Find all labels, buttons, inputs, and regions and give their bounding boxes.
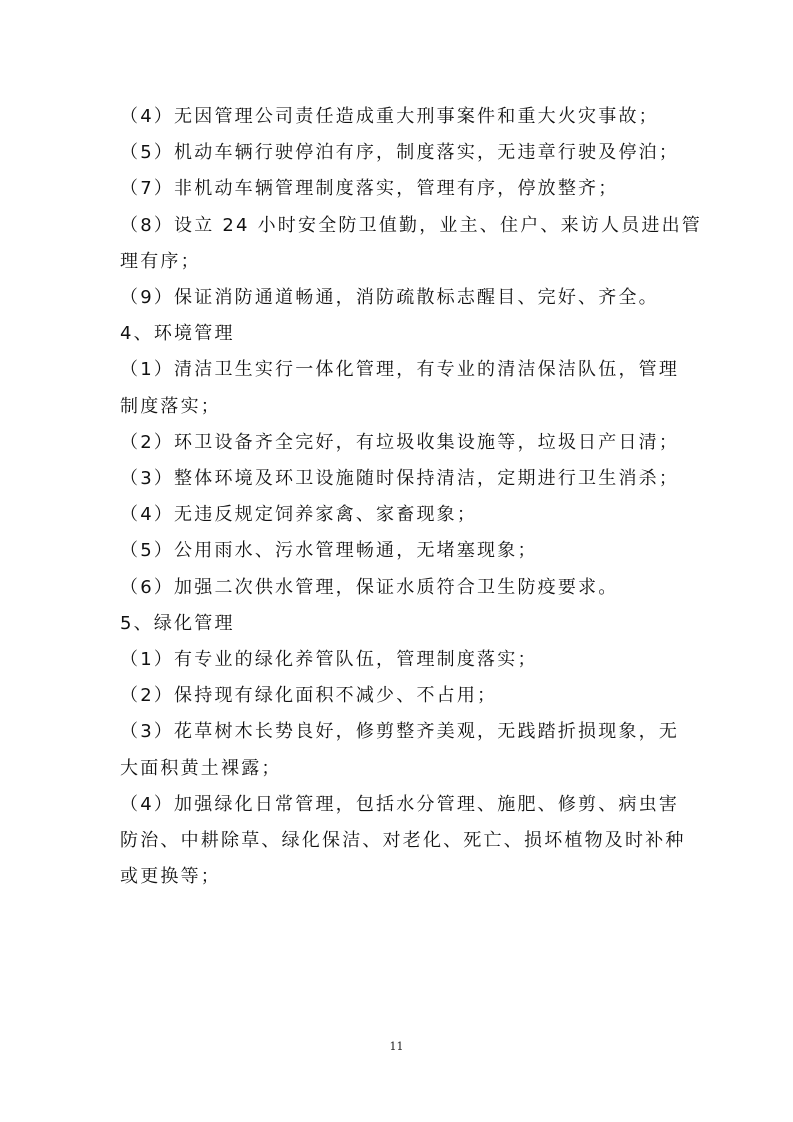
text-line: （6）加强二次供水管理，保证水质符合卫生防疫要求。 [120, 576, 619, 598]
document-body [120, 99, 702, 895]
text-line: （1）有专业的绿化养管队伍，管理制度落实； [120, 649, 538, 671]
section-heading: 5、绿化管理 [120, 612, 235, 634]
text-line: 理有序； [120, 250, 201, 272]
text-line: （3）整体环境及环卫设施随时保持清洁，定期进行卫生消杀； [120, 468, 680, 490]
page-number: 11 [389, 1040, 404, 1053]
text-line: （5）公用雨水、污水管理畅通，无堵塞现象； [120, 540, 538, 562]
text-line: （2）环卫设备齐全完好，有垃圾收集设施等，垃圾日产日清； [120, 431, 680, 453]
text-line: （9）保证消防通道畅通，消防疏散标志醒目、完好、齐全。 [120, 287, 659, 309]
text-line: （1）清洁卫生实行一体化管理，有专业的清洁保洁队伍，管理 [120, 359, 680, 381]
text-line: 防治、中耕除草、绿化保洁、对老化、死亡、损坏植物及时补种 [120, 830, 686, 852]
text-line: （5）机动车辆行驶停泊有序，制度落实，无违章行驶及停泊； [120, 142, 680, 164]
text-line: 制度落实； [120, 395, 221, 417]
text-line: （4）无违反规定饲养家禽、家畜现象； [120, 504, 478, 526]
text-line: （8）设立 24 小时安全防卫值勤，业主、住户、来访人员进出管 [120, 214, 702, 236]
text-line: （7）非机动车辆管理制度落实，管理有序，停放整齐； [120, 178, 619, 200]
text-line: （4）无因管理公司责任造成重大刑事案件和重大火灾事故； [120, 106, 659, 127]
section-heading: 4、环境管理 [120, 323, 235, 345]
text-line: 或更换等； [120, 866, 221, 888]
text-line: （2）保持现有绿化面积不减少、不占用； [120, 685, 498, 707]
text-line: （4）加强绿化日常管理，包括水分管理、施肥、修剪、病虫害 [120, 793, 680, 815]
text-line: 大面积黄土裸露； [120, 757, 282, 779]
text-line: （3）花草树木长势良好，修剪整齐美观，无践踏折损现象，无 [120, 721, 680, 743]
